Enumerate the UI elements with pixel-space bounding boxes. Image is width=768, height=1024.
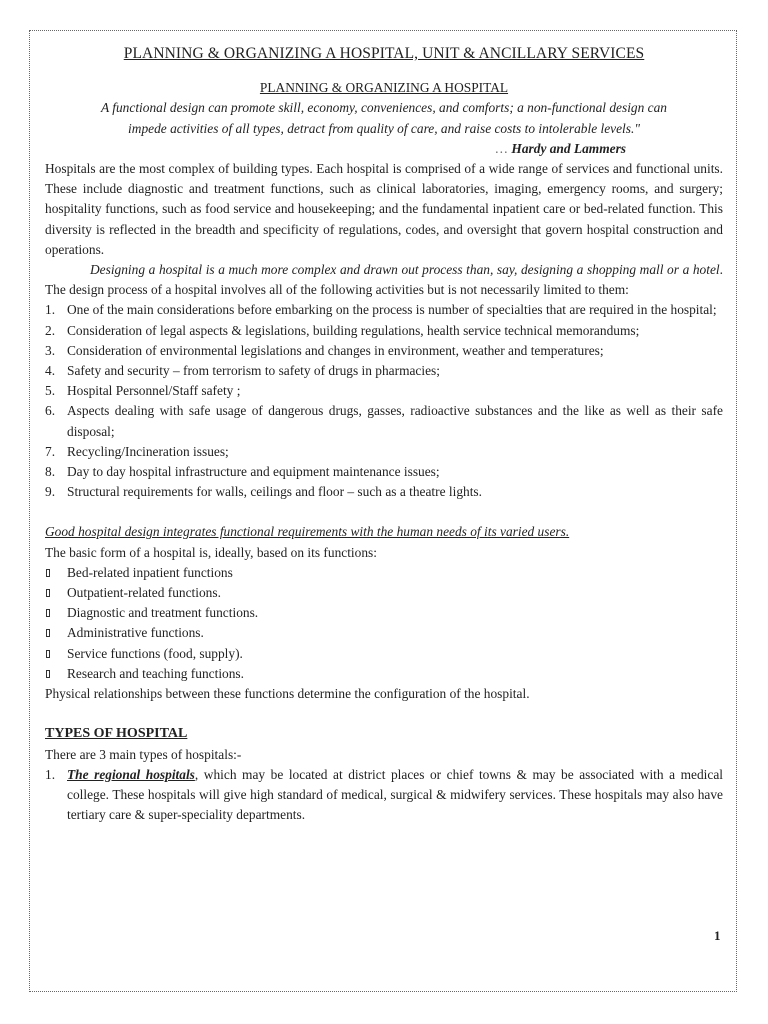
bullet-box-icon <box>46 609 50 617</box>
activities-list <box>45 300 723 502</box>
section-subtitle: PLANNING & ORGANIZING A HOSPITAL <box>259 80 509 96</box>
list-item: 5. Hospital Personnel/Staff safety ; <box>45 383 241 399</box>
bullet-box-icon <box>46 629 50 637</box>
list-item: 9. Structural requirements for walls, ceilings and floor – such as a theatre lights. <box>45 484 482 500</box>
attribution-author: Hardy and Lammers <box>511 140 626 156</box>
types-intro: There are 3 main types of hospitals:- <box>45 746 242 762</box>
basic-form-intro: The basic form of a hospital is, ideally, based on its functions: <box>45 544 377 560</box>
spacer <box>45 704 723 724</box>
list-item: 6. Aspects dealing with safe usage of dangerous drugs, gasses, radioactive substances and the like as well as their safe disposal; <box>45 403 723 439</box>
quote-line-1: A functional design can promote skill, economy, conveniences, and comforts; a non-functional design can <box>100 100 667 116</box>
types-list <box>45 765 723 826</box>
design-process-emphasis: Designing a hospital is a much more complex and drawn out process than, say, designing a shopping mall or a hotel <box>90 262 720 278</box>
list-item: 4. Safety and security – from terrorism to safety of drugs in pharmacies; <box>45 363 440 379</box>
intro-paragraph: Hospitals are the most complex of building types. Each hospital is comprised of a wide range of services and functional units. These include diagnostic and treatment functions, such as clinical laboratories, imaging, emergency rooms, and surgery; hospitality functions, such as food service and housekeeping; and the fundamental inpatient care or bed-related function. This diversity is reflected in the breadth and specificity of regulations, codes, and oversight that govern hospital construction and operations. <box>45 161 723 257</box>
bullet-box-icon <box>46 569 50 577</box>
list-item: 1. The regional hospitals, which may be located at district places or chief towns & may be associated with a medical college. These hospitals will give high standard of medical, surgical & midwifery services. These hospitals may also have tertiary care & super-speciality departments. <box>45 766 724 823</box>
design-process-text: . The design process of a hospital involves all of the following activities but is not necessarily limited to them: <box>45 262 723 298</box>
list-item: 8. Day to day hospital infrastructure and equipment maintenance issues; <box>45 464 440 480</box>
attribution-ellipsis: … <box>494 140 509 156</box>
functions-closing: Physical relationships between these functions determine the configuration of the hospital. <box>45 686 530 702</box>
list-item: 7. Recycling/Incineration issues; <box>45 443 229 459</box>
list-item: Bed-related inpatient functions <box>45 563 723 583</box>
document-body <box>45 44 723 825</box>
page-number: 1 <box>714 928 721 943</box>
bullet-box-icon <box>46 650 50 658</box>
design-process-paragraph <box>45 260 723 300</box>
list-item: Research and teaching functions. <box>45 664 723 684</box>
document-title: PLANNING & ORGANIZING A HOSPITAL, UNIT & ANCILLARY SERVICES <box>123 45 645 62</box>
spacer <box>45 502 723 522</box>
quote-line-2: impede activities of all types, detract from quality of care, and raise costs to intolerable levels." <box>128 120 640 136</box>
bullet-box-icon <box>46 589 50 597</box>
bullet-box-icon <box>46 670 50 678</box>
list-item: Administrative functions. <box>45 623 723 643</box>
list-item: 2. Consideration of legal aspects & legislations, building regulations, health service technical memorandums; <box>45 322 640 338</box>
design-statement: Good hospital design integrates functional requirements with the human needs of its varied users. <box>45 524 570 540</box>
functions-list <box>45 563 723 684</box>
types-heading: TYPES OF HOSPITAL <box>45 726 188 742</box>
list-item: Diagnostic and treatment functions. <box>45 603 723 623</box>
list-item: Service functions (food, supply). <box>45 644 723 664</box>
list-item: 1. One of the main considerations before embarking on the process is number of specialties that are required in the hospital; <box>45 302 717 318</box>
list-item: Outpatient-related functions. <box>45 583 723 603</box>
list-item: 3. Consideration of environmental legislations and changes in environment, weather and temperatures; <box>45 342 604 358</box>
hospital-type-name: The regional hospitals <box>67 766 195 782</box>
quote-attribution <box>45 139 626 159</box>
